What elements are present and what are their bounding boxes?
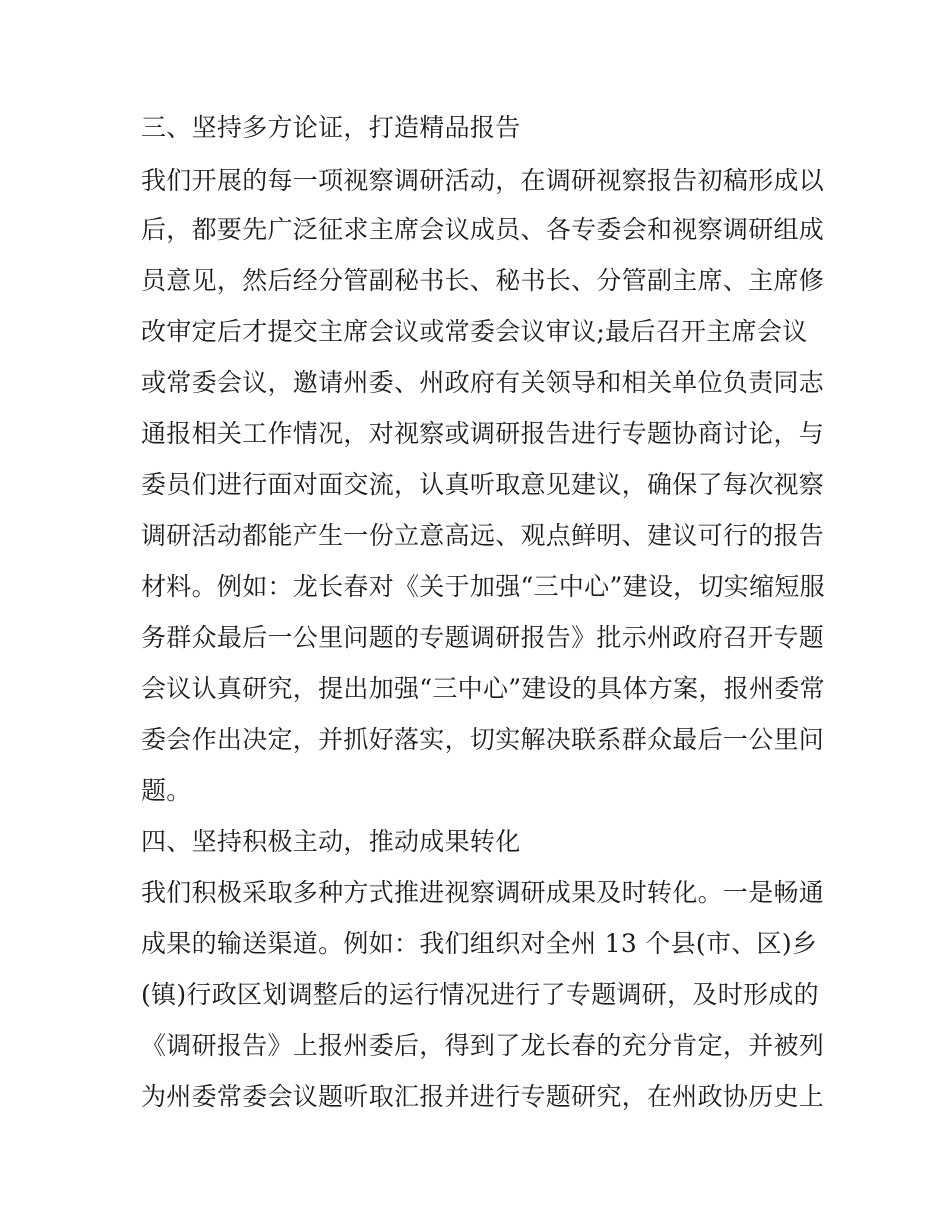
paragraph-line: 题。 — [141, 776, 192, 805]
paragraph-line: 为州委常委会议题听取汇报并进行专题研究，在州政协历史上 — [141, 1082, 825, 1111]
heading-section-4: 四、坚持积极主动，推动成果转化 — [141, 827, 521, 856]
paragraph-line: 务群众最后一公里问题的专题调研报告》批示州政府召开专题 — [141, 623, 825, 652]
paragraph-line: 我们积极采取多种方式推进视察调研成果及时转化。一是畅通 — [141, 878, 825, 907]
paragraph-line: 我们开展的每一项视察调研活动，在调研视察报告初稿形成以 — [141, 166, 825, 195]
paragraph-line: 材料。例如：龙长春对《关于加强“三中心”建设，切实缩短服 — [141, 572, 825, 601]
paragraph-line: 调研活动都能产生一份立意高远、观点鲜明、建议可行的报告 — [141, 521, 825, 550]
paragraph-line: 会议认真研究，提出加强“三中心”建设的具体方案，报州委常 — [141, 674, 825, 703]
paragraph-line: (镇)行政区划调整后的运行情况进行了专题调研，及时形成的 — [141, 980, 819, 1009]
paragraph-line: 《调研报告》上报州委后，得到了龙长春的充分肯定，并被列 — [141, 1031, 825, 1060]
paragraph-line: 通报相关工作情况，对视察或调研报告进行专题协商讨论，与 — [141, 419, 825, 448]
paragraph-line: 改审定后才提交主席会议或常委会议审议;最后召开主席会议 — [141, 317, 808, 346]
paragraph-line: 委会作出决定，并抓好落实，切实解决联系群众最后一公里问 — [141, 725, 825, 754]
paragraph-line: 委员们进行面对面交流，认真听取意见建议，确保了每次视察 — [141, 470, 825, 499]
heading-section-3: 三、坚持多方论证，打造精品报告 — [141, 113, 521, 142]
paragraph-line: 员意见，然后经分管副秘书长、秘书长、分管副主席、主席修 — [141, 266, 825, 295]
paragraph-line: 或常委会议，邀请州委、州政府有关领导和相关单位负责同志 — [141, 368, 825, 397]
paragraph-line: 成果的输送渠道。例如：我们组织对全州 13 个县(市、区)乡 — [141, 929, 818, 958]
paragraph-line: 后，都要先广泛征求主席会议成员、各专委会和视察调研组成 — [141, 215, 825, 244]
